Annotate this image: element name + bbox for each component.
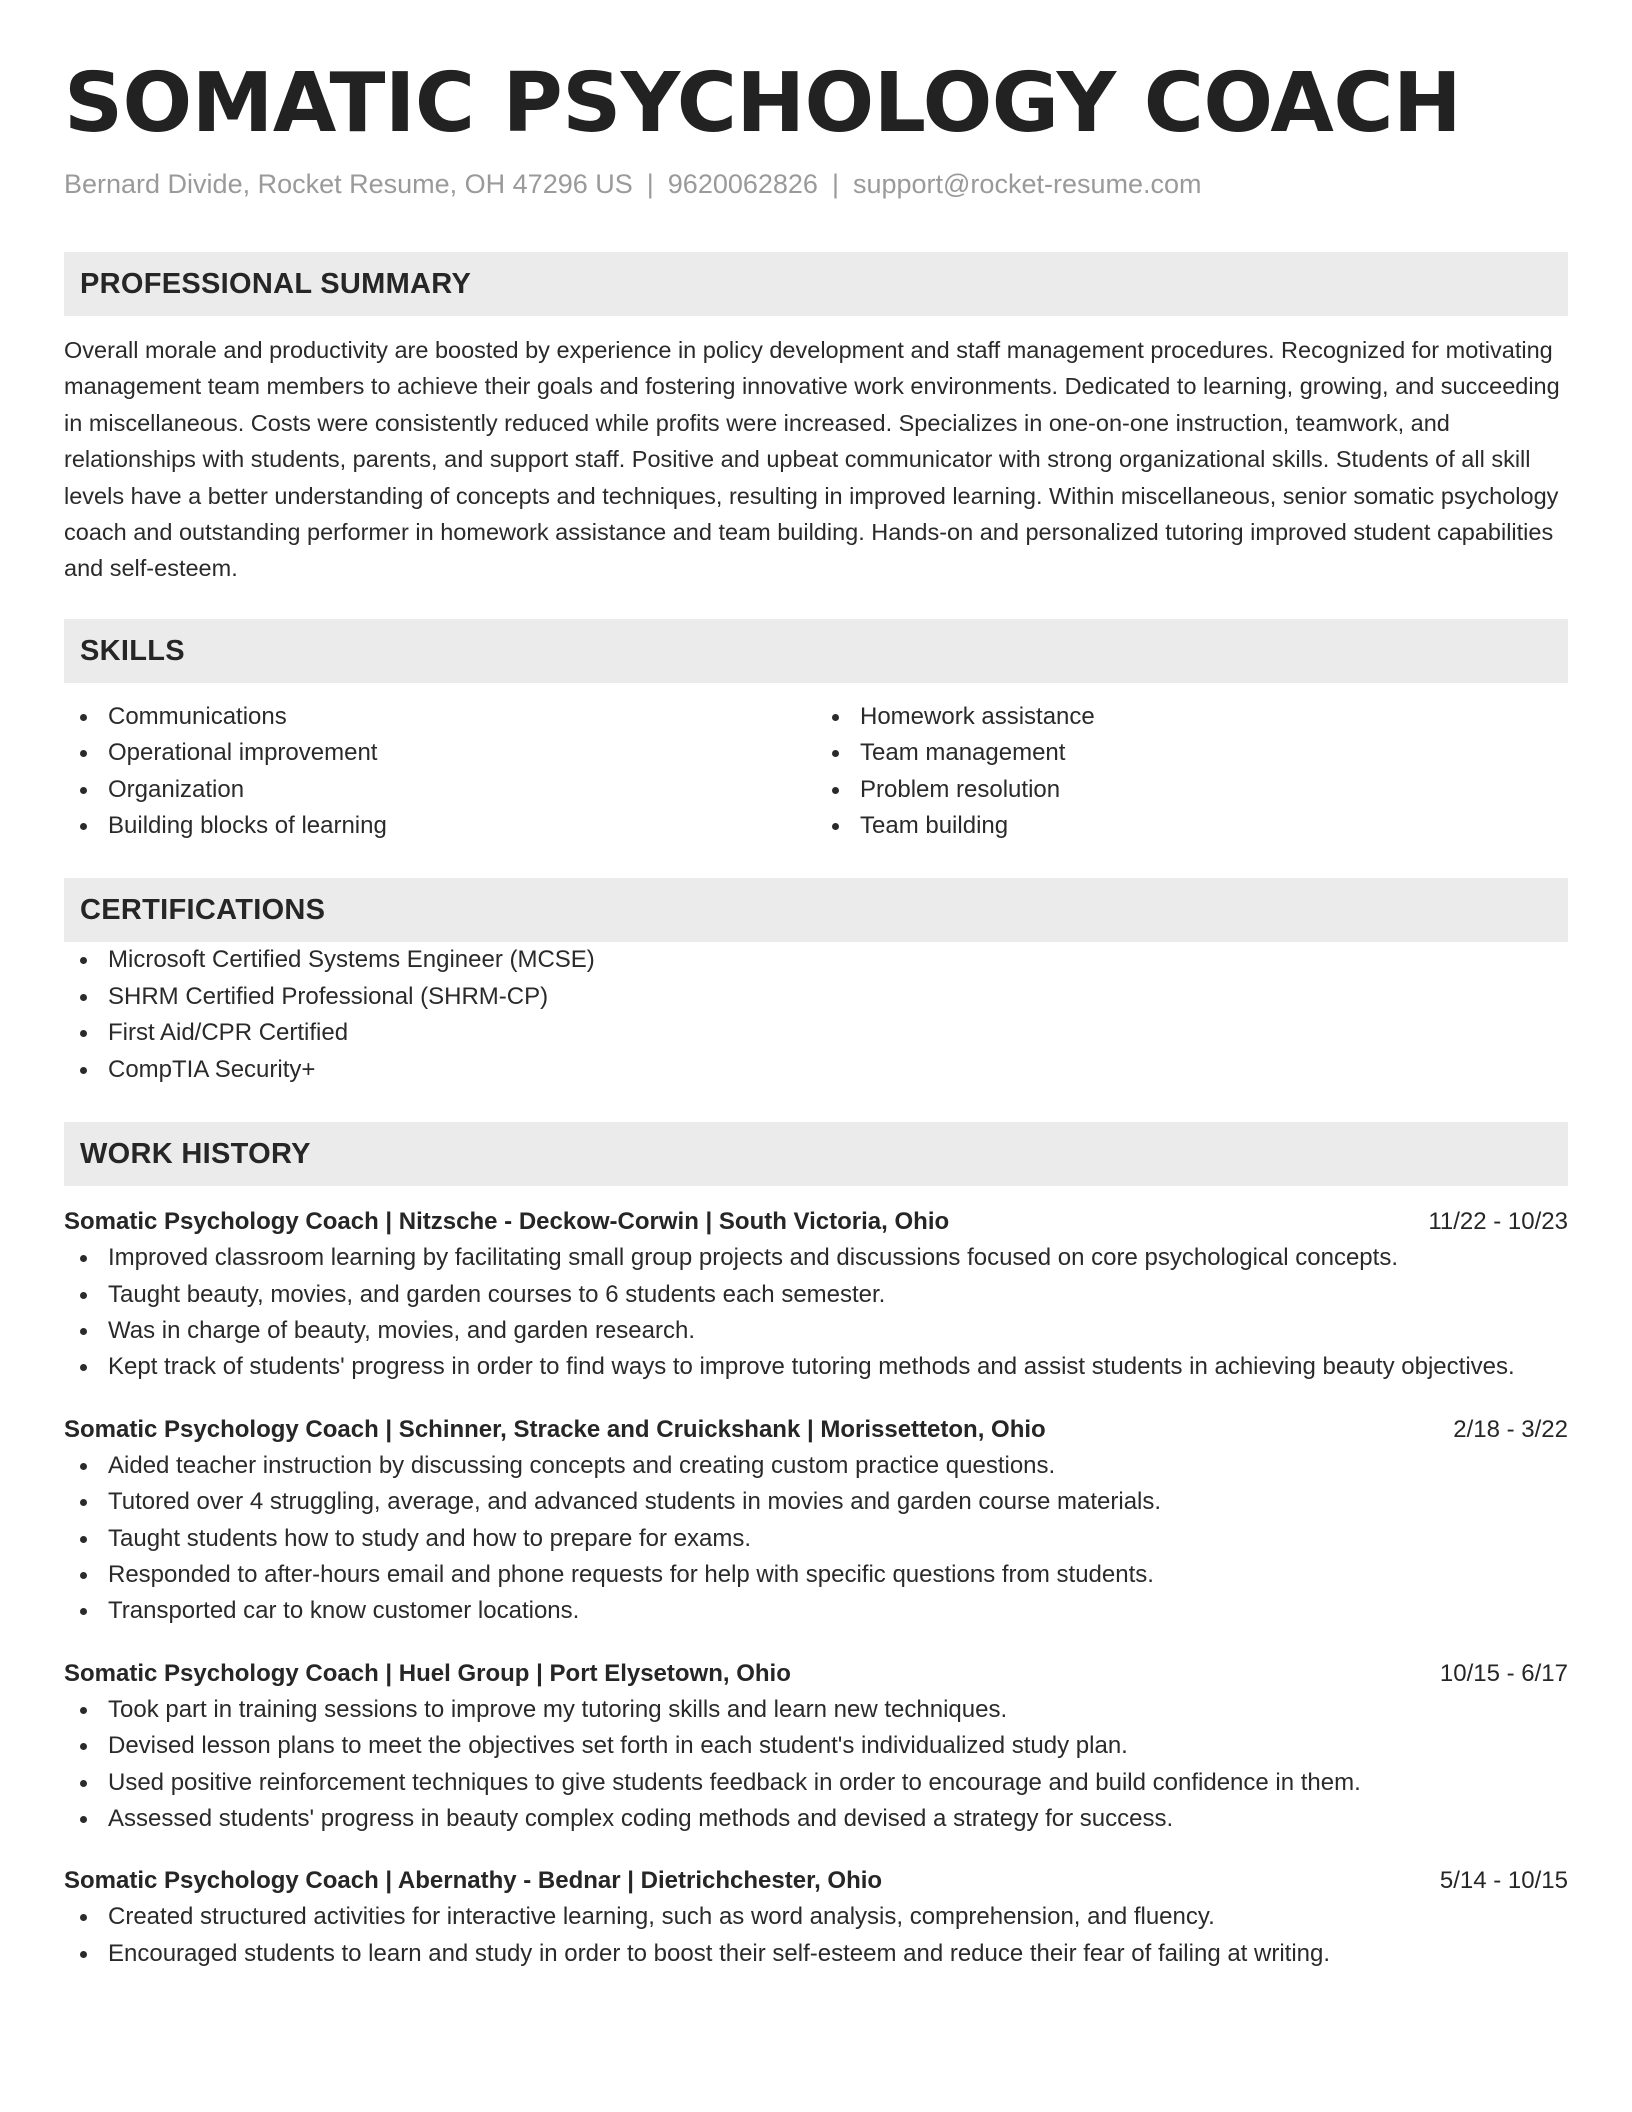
job-dates: 5/14 - 10/15 [1439,1867,1568,1895]
work-history-section [64,1122,1568,1972]
job-bullet: Improved classroom learning by facilitating small group projects and discussions focused on core psychological concepts. [64,1240,1568,1276]
resume-title: SOMATIC PSYCHOLOGY COACH [64,56,1462,151]
job-dates: 2/18 - 3/22 [1453,1415,1568,1443]
certifications-section [64,878,1568,1088]
section-heading: WORK HISTORY [64,1122,1568,1186]
summary-text: Overall morale and productivity are boosted by experience in policy development and staff management procedures. Recognized for motivating management team members to achieve their goals and fostering innovative work environments. Dedicated to learning, growing, and succeeding in miscellaneous. Costs were consistently reduced while profits were increased. Specializes in one-on-one instruction, teamwork, and relationships with students, parents, and support staff. Positive and upbeat communicator with strong organizational skills. Students of all skill levels have a better understanding of concepts and techniques, resulting in improved learning. Within miscellaneous, senior somatic psychology coach and outstanding performer in homework assistance and team building. Hands-on and personalized tutoring improved student capabilities and self-esteem. [64,337,1560,582]
skill-item: Communications [64,699,816,735]
job-title: Somatic Psychology Coach | Huel Group | Port Elysetown, Ohio [64,1659,791,1687]
skill-item: Organization [64,772,816,808]
job-entry [64,1204,1568,1386]
contact-separator: | [831,169,839,199]
job-bullet: Assessed students' progress in beauty complex coding methods and devised a strategy for success. [64,1801,1568,1837]
section-heading: PROFESSIONAL SUMMARY [64,252,1568,316]
job-bullets [64,1899,1568,1972]
skill-item: Operational improvement [64,735,816,771]
job-bullet: Used positive reinforcement techniques to give students feedback in order to encourage and build confidence in them. [64,1765,1568,1801]
job-title: Somatic Psychology Coach | Nitzsche - Deckow-Corwin | South Victoria, Ohio [64,1208,950,1236]
contact-email: support@rocket-resume.com [852,169,1202,199]
certification-item: CompTIA Security+ [64,1052,1568,1088]
job-entry [64,1412,1568,1630]
job-bullets [64,1448,1568,1630]
skills-column-left [64,699,816,845]
skills-list [64,699,816,845]
professional-summary-section [64,252,1568,587]
job-bullets [64,1692,1568,1838]
job-title: Somatic Psychology Coach | Schinner, Stracke and Cruickshank | Morissetteton, Ohio [64,1415,1046,1443]
job-dates: 10/15 - 6/17 [1439,1659,1568,1687]
contact-phone: 9620062826 [667,169,818,199]
job-header [64,1656,1568,1692]
skill-item: Team management [816,735,1568,771]
job-header [64,1204,1568,1240]
skill-item: Team building [816,808,1568,844]
certification-item: Microsoft Certified Systems Engineer (MCSE) [64,942,1568,978]
contact-line [64,166,1568,202]
certification-item: First Aid/CPR Certified [64,1015,1568,1051]
job-bullet: Responded to after-hours email and phone requests for help with specific questions from students. [64,1557,1568,1593]
job-entry [64,1656,1568,1838]
section-heading: CERTIFICATIONS [64,878,1568,942]
skill-item: Homework assistance [816,699,1568,735]
skill-item: Building blocks of learning [64,808,816,844]
job-bullet: Taught students how to study and how to prepare for exams. [64,1521,1568,1557]
job-bullet: Transported car to know customer locations. [64,1593,1568,1629]
job-bullet: Tutored over 4 struggling, average, and advanced students in movies and garden course materials. [64,1484,1568,1520]
contact-address: Bernard Divide, Rocket Resume, OH 47296 US [64,169,633,199]
skills-grid [64,699,1568,845]
contact-separator: | [646,169,654,199]
skills-column-right [816,699,1568,845]
skill-item: Problem resolution [816,772,1568,808]
job-entry [64,1863,1568,1972]
job-header [64,1412,1568,1448]
job-bullet: Aided teacher instruction by discussing concepts and creating custom practice questions. [64,1448,1568,1484]
job-bullet: Encouraged students to learn and study in order to boost their self-esteem and reduce their fear of failing at writing. [64,1936,1568,1972]
job-dates: 11/22 - 10/23 [1428,1208,1568,1236]
certification-item: SHRM Certified Professional (SHRM-CP) [64,979,1568,1015]
certifications-list [64,942,1568,1088]
skills-section [64,619,1568,845]
job-bullet: Kept track of students' progress in order to find ways to improve tutoring methods and assist students in achieving beauty objectives. [64,1349,1568,1385]
job-bullets [64,1240,1568,1386]
section-heading: SKILLS [64,619,1568,683]
job-title: Somatic Psychology Coach | Abernathy - Bednar | Dietrichchester, Ohio [64,1867,883,1895]
job-header [64,1863,1568,1899]
job-bullet: Was in charge of beauty, movies, and garden research. [64,1313,1568,1349]
job-bullet: Created structured activities for interactive learning, such as word analysis, comprehension, and fluency. [64,1899,1568,1935]
job-bullet: Taught beauty, movies, and garden courses to 6 students each semester. [64,1277,1568,1313]
skills-list [816,699,1568,845]
job-bullet: Devised lesson plans to meet the objectives set forth in each student's individualized study plan. [64,1728,1568,1764]
job-bullet: Took part in training sessions to improve my tutoring skills and learn new techniques. [64,1692,1568,1728]
